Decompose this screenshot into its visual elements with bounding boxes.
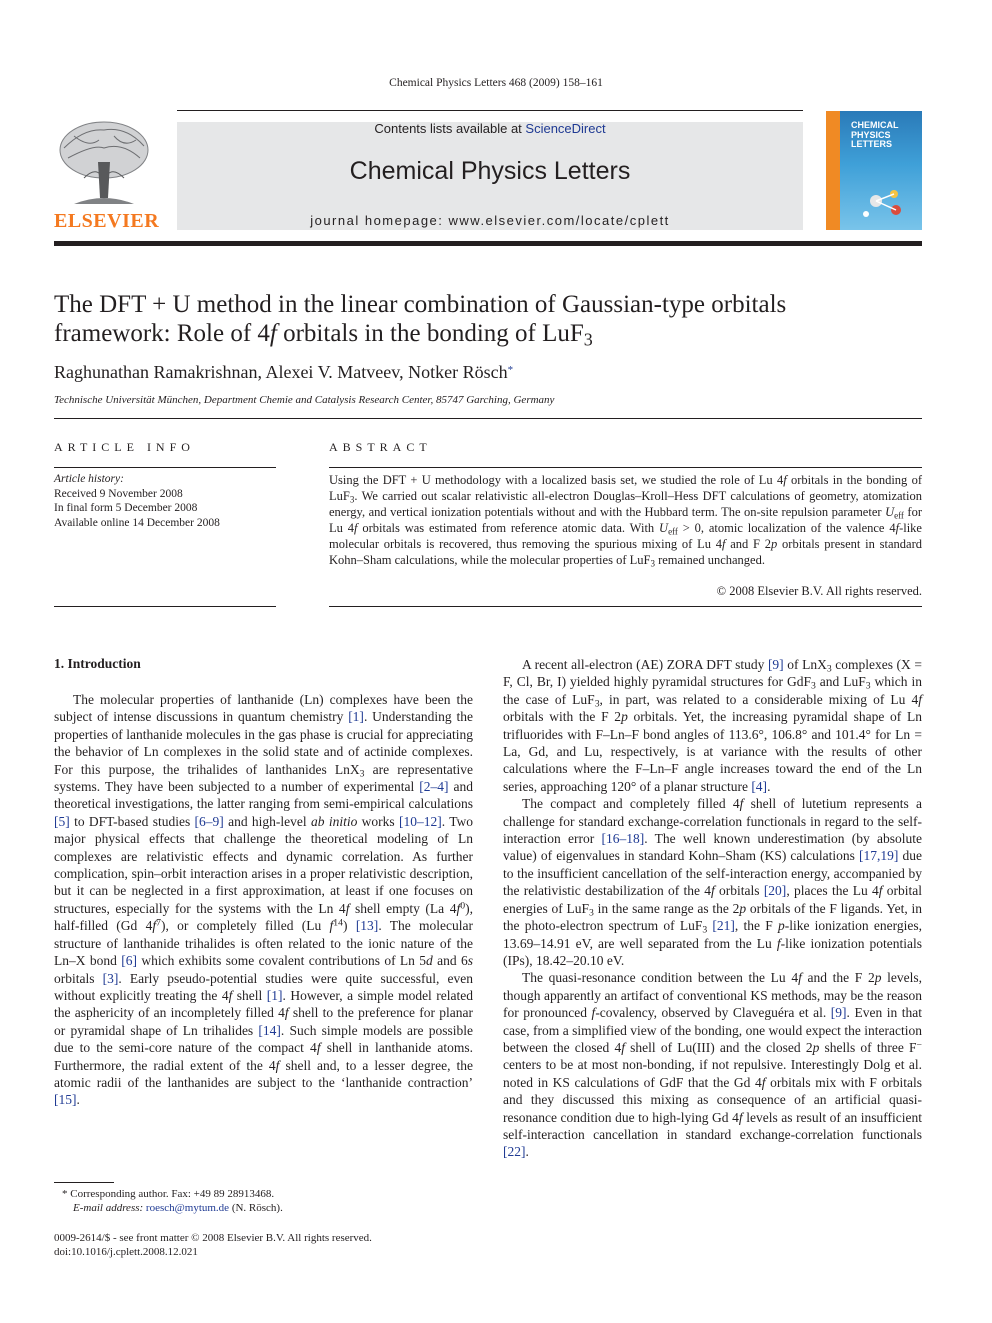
abstract-part: eff [668,526,678,537]
cover-band [826,111,840,230]
abstract-bottom-rule [329,606,922,607]
citation-link[interactable]: [2–4] [419,779,449,795]
front-matter-block [54,1231,554,1259]
header-thick-rule [54,241,922,246]
email-suffix: (N. Rösch). [229,1202,283,1214]
abstract-part: f [783,473,787,487]
cover-title [851,121,899,150]
cover-molecule-graphic [856,176,916,226]
citation-link[interactable]: [9] [830,1005,847,1021]
abstract-part: for Lu 4 [329,505,923,535]
article-info-heading: ARTICLE INFO [54,440,195,454]
elsevier-wordmark: ELSEVIER [54,210,160,232]
email-label: E-mail address: [73,1202,144,1214]
abstract-part: orbitals in the bonding of LuF [329,473,922,503]
citation-link[interactable]: [4] [751,778,768,794]
cover-title-line: LETTERS [851,139,893,149]
body-column-right [503,656,922,1161]
authors-text: Raghunathan Ramakrishnan, Alexei V. Matveev, Notker Rösch [54,362,508,382]
citation-link[interactable]: [14] [258,1022,281,1038]
section-heading-introduction: 1. Introduction [54,656,141,671]
citation-link[interactable]: [21] [712,918,735,934]
abstract-copyright: © 2008 Elsevier B.V. All rights reserved. [716,584,922,598]
citation-link[interactable]: [20] [763,883,787,899]
intro-paragraph: The molecular properties of lanthanide (Ln) complexes have been the subject of intense discussions in quantum chemistry [1]. Understanding the properties of lanthanide molecules in the gas phase is crucial for appreciating the behavior of Ln complexes in the solid state and of actinide complexes. For this purpose, the trihalides of lanthanides LnX$_3$ are representative systems. They have been subjected to a number of experimental [2–4] and theoretical investigations, the latter ranging from semi-empirical calculations [5] to DFT-based studies [6–9] and high-level ab initio works [10–12]. Two major physical effects that challenge the theoretical modeling of Ln complexes are relativistic effects and dynamic correlation. As further complication, spin–orbit interaction arises in a proper relativistic description, but it can be neglected in a first approximation, at least if one focuses on structures, especially for the systems with the Ln 4f shell empty (La $4f^0$), half-filled (Gd $4f^7$), or completely filled (Lu $f^{14}$) [13]. The molecular structure of lanthanide trihalides is often related to the ionic nature of the Ln–X bond [6] which exhibits some covalent contributions of Ln 5d and 6s orbitals [3]. Early pseudo-potential studies were quite successful, even without explicitly treating the 4f shell [1]. However, a simple model related the asphericity of an incompletely filled 4f shell to the preference for planar or pyramidal shape of Ln trihalides [14]. Such simple models are possible due to the semi-core nature of the compact 4f shell in lanthanide atoms. Furthermore, the radial extent of the 4f shell and, to a lesser degree, the atomic radii of the lanthanides are subject to the ‘lanthanide contraction’ [15]. [54,692,474,1108]
abstract-part: f [721,537,726,551]
abstract-text [329,472,922,568]
abstract-part: -like molecular orbitals is recovered, thus removing the spurious mixing of Lu 4 [329,521,922,551]
citation-link[interactable]: [17,19] [859,848,899,864]
intro-paragraph: The compact and completely filled 4f shell of lutetium represents a challenge for standard exchange-correlation functionals in regard to the self-interaction error [16–18]. The well known underestimation (by absolute value) of eigenvalues in standard Kohn–Sham (KS) calculations [17,19] due to the insufficient cancellation of the self-interaction energy, accompanied by the relativistic destabilization of the 4f orbitals [20], places the Lu 4f orbital energies of LuF$_3$ in the same range as the 2p orbitals of the F ligands. Yet, in the photo-electron spectrum of LuF$_3$ [21], the F p-like ionization energies, 13.69–14.91 eV, are well separated from the Lu f-like ionization potentials (IPs), 18.42–20.10 eV. [503,796,923,968]
abstract-part: > 0, atomic localization of the valence 4 [677,521,896,535]
intro-paragraph: The quasi-resonance condition between the Lu 4f and the F 2p levels, though apparently an artifact of conventional KS methods, may be the reason for pronounced f-covalency, observed by Claveguéra et al. [9]. Even in that case, from a simplified view of the bonding, one would expect the interaction between the closed 4f shell of Lu(III) and the closed 2p shells of three F− centers to be at most non-bonding, if not repulsive. Interestingly Dolg et al. noted in KS calculations of GdF that the Gd 4f orbitals mix with F orbitals and they discussed this mixing as consequence of an artificial quasi-resonance condition due to high-lying Gd 4f levels as result of an insufficient self-interaction cancellation in standard exchange-correlation functionals [22]. [503,970,923,1160]
abstract-part: remained unchanged. [654,553,765,567]
abstract-part: orbitals present in standard Kohn–Sham calculations, while the molecular properties of LuF [329,537,923,567]
title-part: f [269,320,277,347]
citation-link[interactable]: [16–18] [601,831,645,847]
corresponding-author-mark[interactable]: * [507,364,514,377]
abstract-part: p [771,537,778,551]
affiliation: Technische Universität München, Department Chemie and Catalysis Research Center, 85747 Garching, Germany [54,394,555,406]
citation-link[interactable]: [6] [121,953,137,969]
abstract-part: U [659,521,669,535]
abstract-part: eff [894,510,904,521]
abstract-part: 3 [650,558,655,569]
body-column-left [54,691,473,1109]
online-date: Available online 14 December 2008 [54,516,220,529]
title-line-1: The DFT + U method in the linear combination of Gaussian-type orbitals [54,291,787,318]
citation-link[interactable]: [9] [767,657,784,672]
citation-link[interactable]: [5] [54,813,70,829]
article-info-rule [54,467,276,468]
citation-link[interactable]: [1] [348,709,364,725]
abstract-part: orbitals was estimated from reference atomic data. With [357,521,660,535]
footnote-rule [54,1182,114,1183]
issn-line: 0009-2614/$ - see front matter © 2008 Elsevier B.V. All rights reserved. [54,1232,372,1244]
footnote-line [62,1187,473,1201]
contents-prefix: Contents lists available at [374,121,526,136]
title-part: framework: Role of 4 [54,320,270,347]
abstract-heading: ABSTRACT [329,440,432,454]
author-list [54,362,922,383]
citation-link[interactable]: [6–9] [194,813,224,829]
article-info-bottom-rule [54,606,276,607]
citation-link[interactable]: [1] [266,987,283,1003]
running-head: Chemical Physics Letters 468 (2009) 158–161 [389,77,603,89]
title-rule [54,418,922,419]
intro-paragraph: A recent all-electron (AE) ZORA DFT study [9] of LnX$_3$ complexes (X = F, Cl, Br, I) yielded highly pyramidal structures for GdF$_3$ and LuF$_3$ which in the case of LuF$_3$, in part, was related to a considerable mixing of Lu 4f orbitals with the F 2p orbitals. Yet, the increasing pyramidal shape of Ln trifluorides with F–Ln–F bond angles of 113.6°, 106.8° and 101.4° for Ln = La, Gd, and Lu, respectively, is at variance with the results of other calculations where the F–Ln–F angle increases toward the end of the Ln series, approaching 120° of a planar structure [4]. [503,657,922,794]
cover-title-line: PHYSICS [851,129,891,140]
title-subscript: 3 [583,329,593,350]
article-title [54,290,922,348]
title-part: orbitals in the bonding of LuF [276,320,584,347]
elsevier-tree-logo [54,118,154,210]
cover-title-line: CHEMICAL [851,120,899,130]
abstract-part: U [885,505,895,519]
citation-link[interactable]: [13] [355,918,379,934]
abstract-part: f [895,521,900,535]
abstract-part: 3 [349,494,355,505]
abstract-part: Using the DFT + U methodology with a localized basis set, we studied the role of Lu 4 [329,473,784,487]
contents-line [177,121,803,136]
footnote-mark: * [62,1188,68,1200]
journal-homepage[interactable]: journal homepage: www.elsevier.com/locate/cplett [310,213,670,228]
sciencedirect-link[interactable]: ScienceDirect [525,121,606,136]
abstract-part: . We carried out scalar relativistic all-electron Douglas–Kroll–Hess DFT calculations of geometry, atomization energy, and vertical ionization potentials without and with the Hubbard term. The on-site repulsion parameter [329,489,922,519]
article-history [54,472,276,530]
abstract-rule [329,467,922,468]
citation-link[interactable]: [10–12] [398,813,442,829]
footnote-email-line [62,1201,473,1215]
history-label: Article history: [54,473,124,485]
email-link[interactable]: roesch@mytum.de [145,1202,230,1214]
footnote-corresponding: Corresponding author. Fax: +49 89 28913468. [70,1188,275,1200]
title-line-2 [54,319,922,348]
citation-link[interactable]: [15] [54,1092,77,1108]
revised-date: In final form 5 December 2008 [54,502,198,514]
received-date: Received 9 November 2008 [54,487,183,500]
citation-link[interactable]: [22] [503,1144,526,1160]
journal-title: Chemical Physics Letters [349,157,631,185]
header-rule [177,110,803,111]
journal-cover-image [826,111,922,230]
abstract-part: f [354,521,358,535]
corresponding-author-footnote [62,1187,473,1215]
doi-line[interactable]: doi:10.1016/j.cplett.2008.12.021 [54,1246,198,1258]
abstract-part: and F 2 [725,537,772,551]
citation-link[interactable]: [3] [102,970,119,986]
